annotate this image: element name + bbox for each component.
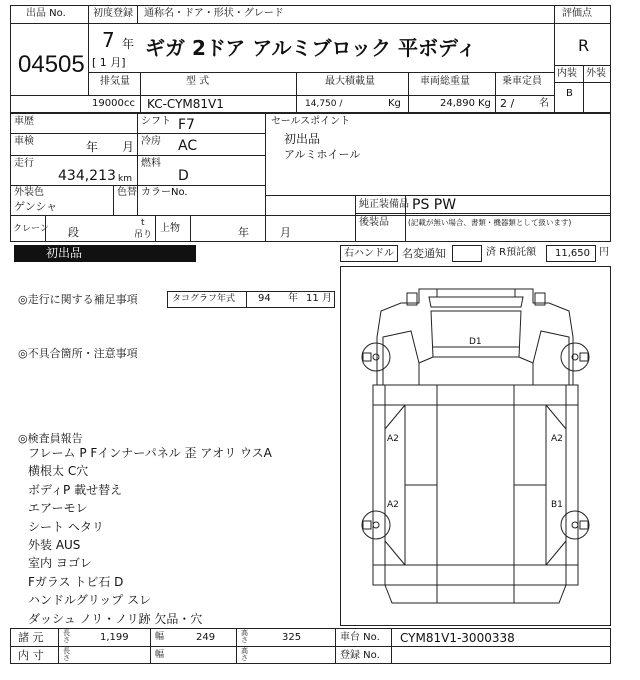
color-label: 外装色 [14, 187, 44, 198]
crane-label: クレーン [13, 224, 49, 234]
inspector-line: ハンドルグリップ スレ [28, 593, 152, 608]
inspector-line: 横根太 C穴 [28, 464, 89, 479]
score-label: 評価点 [562, 8, 592, 19]
damage-mark-a2-rear: A2 [387, 500, 399, 510]
score: R [578, 36, 590, 55]
year-unit: 年 [122, 37, 135, 51]
steering-box: 右ハンドル [340, 245, 398, 262]
color-code-label: カラーNo. [141, 187, 188, 198]
equipment-value: PS PW [412, 197, 457, 213]
gross-weight-unit: Kg [478, 98, 491, 109]
sales-point-2: アルミホイール [284, 148, 361, 161]
inspector-line: エアーモレ [28, 501, 88, 516]
inspector-line: ダッシュ ノリ・ノリ跡 欠品・穴 [28, 611, 203, 626]
lot-no-label: 出品 No. [26, 8, 66, 19]
inspector-line: フレーム P Fインナーパネル 歪 アオリ ウスA [28, 446, 272, 460]
first-reg-month: [ 1 月] [92, 56, 126, 69]
inspection-month-unit: 月 [122, 140, 135, 154]
displacement-value: 19000 [92, 98, 124, 109]
driving-notes-label: ◎走行に関する補足事項 [18, 293, 138, 306]
vehicle-name: ギガ 2ドア アルミブロック 平ボディ [145, 36, 477, 60]
mileage-label: 走行 [14, 158, 34, 169]
ac-label: 冷房 [141, 136, 161, 147]
dims-label: 諸 元 [18, 631, 44, 644]
crane-ton-bottom: 吊り [134, 230, 153, 240]
max-load-label: 最大積載量 [325, 76, 375, 87]
upper-month-unit: 月 [280, 226, 291, 239]
aftermarket-note: (記載が無い場合、書類・機器類として扱います) [408, 218, 572, 227]
lot-no: 04505 [18, 51, 85, 78]
tachograph-month-unit: 月 [322, 293, 332, 304]
model-label: 型 式 [186, 76, 210, 87]
first-reg-year: 7 [102, 28, 115, 52]
inner-width-label: 幅 [155, 650, 165, 660]
recycle-label: 済 R預託額 [486, 247, 537, 258]
inspector-report [28, 444, 338, 628]
name-change-box [452, 245, 482, 262]
interior-grade: B [566, 88, 573, 99]
width-label: 幅 [155, 632, 165, 642]
model-value: KC-CYM81V1 [147, 97, 224, 111]
mileage-unit: km [118, 174, 132, 184]
inspector-label: ◎検査員報告 [18, 432, 83, 445]
crane-stage-unit: 段 [68, 226, 79, 239]
length-label: 長さ [63, 629, 70, 645]
name-change-label: 名変通知 [402, 247, 446, 260]
mileage-value: 434,213 [58, 168, 116, 184]
inspection-label: 車検 [14, 136, 34, 147]
inspector-line: ボディP 載せ替え [28, 482, 123, 497]
inspection-year-unit: 年 [86, 140, 99, 154]
recycle-amount-box: 11,650 [546, 245, 596, 262]
first-reg-label: 初度登録 [93, 8, 133, 19]
max-load-unit: Kg [388, 98, 401, 109]
exterior-label: 外装 [586, 68, 606, 79]
tachograph-year-unit: 年 [288, 293, 298, 304]
gross-weight-label: 車両総重量 [420, 76, 470, 87]
inspector-line: Fガラス トビ石 D [28, 574, 124, 589]
truck-diagram [341, 267, 610, 625]
damage-mark-a2-right: A2 [551, 434, 563, 444]
capacity-value: 2 / [500, 97, 515, 110]
color-no-label: 色替 [117, 187, 137, 198]
interior-label: 内装 [557, 68, 577, 79]
height-value: 325 [282, 632, 302, 643]
color-value: ゲンシャ [14, 200, 58, 213]
inspector-line: シート ヘタリ [28, 519, 104, 534]
tachograph-month: 11 [306, 293, 319, 304]
yen-unit: 円 [599, 247, 609, 258]
ac-value: AC [178, 138, 198, 154]
tachograph-year: 94 [258, 293, 271, 304]
inner-height-label: 高さ [241, 647, 248, 663]
length-value: 1,199 [100, 632, 129, 643]
width-value: 249 [196, 632, 216, 643]
damage-mark-b1: B1 [551, 500, 563, 510]
height-label: 高さ [241, 629, 248, 645]
crane-ton-top: t [141, 218, 145, 228]
fuel-value: D [178, 168, 189, 184]
fuel-label: 燃料 [141, 158, 161, 169]
sales-points-label: セールスポイント [271, 116, 351, 127]
upper-year-unit: 年 [238, 226, 249, 239]
max-load-value: 14,750 / [305, 99, 343, 109]
displacement-label: 排気量 [100, 76, 130, 87]
inner-dims-label: 内 寸 [18, 649, 44, 662]
defects-label: ◎不具合箇所・注意事項 [18, 347, 138, 360]
equipment-label: 純正装備品 [359, 199, 409, 210]
damage-mark-d1: D1 [469, 337, 482, 347]
history-label: 車歴 [14, 116, 34, 127]
inspector-line: 外装 AUS [28, 538, 81, 553]
first-listing-badge: 初出品 [14, 245, 196, 262]
damage-mark-a2-left: A2 [387, 434, 399, 444]
sales-point-1: 初出品 [284, 132, 321, 146]
name-label: 通称名・ドア・形状・グレード [144, 8, 284, 19]
upper-label: 上物 [160, 223, 180, 234]
chassis-no: CYM81V1-3000338 [400, 631, 515, 645]
registration-label: 登録 No. [340, 650, 380, 661]
capacity-label: 乗車定員 [502, 76, 542, 87]
truck-diagram-frame [340, 266, 611, 626]
shift-value: F7 [178, 117, 195, 133]
tachograph-label: タコグラフ年式 [172, 294, 236, 304]
capacity-unit: 名 [539, 98, 549, 109]
displacement-unit: cc [124, 98, 135, 109]
gross-weight-value: 24,890 [440, 98, 475, 109]
inner-length-label: 長さ [63, 647, 70, 663]
shift-label: シフト [141, 116, 171, 127]
aftermarket-label: 後装品 [359, 217, 389, 228]
inspector-line: 室内 ヨゴレ [28, 556, 92, 571]
chassis-label: 車台 No. [340, 632, 380, 643]
